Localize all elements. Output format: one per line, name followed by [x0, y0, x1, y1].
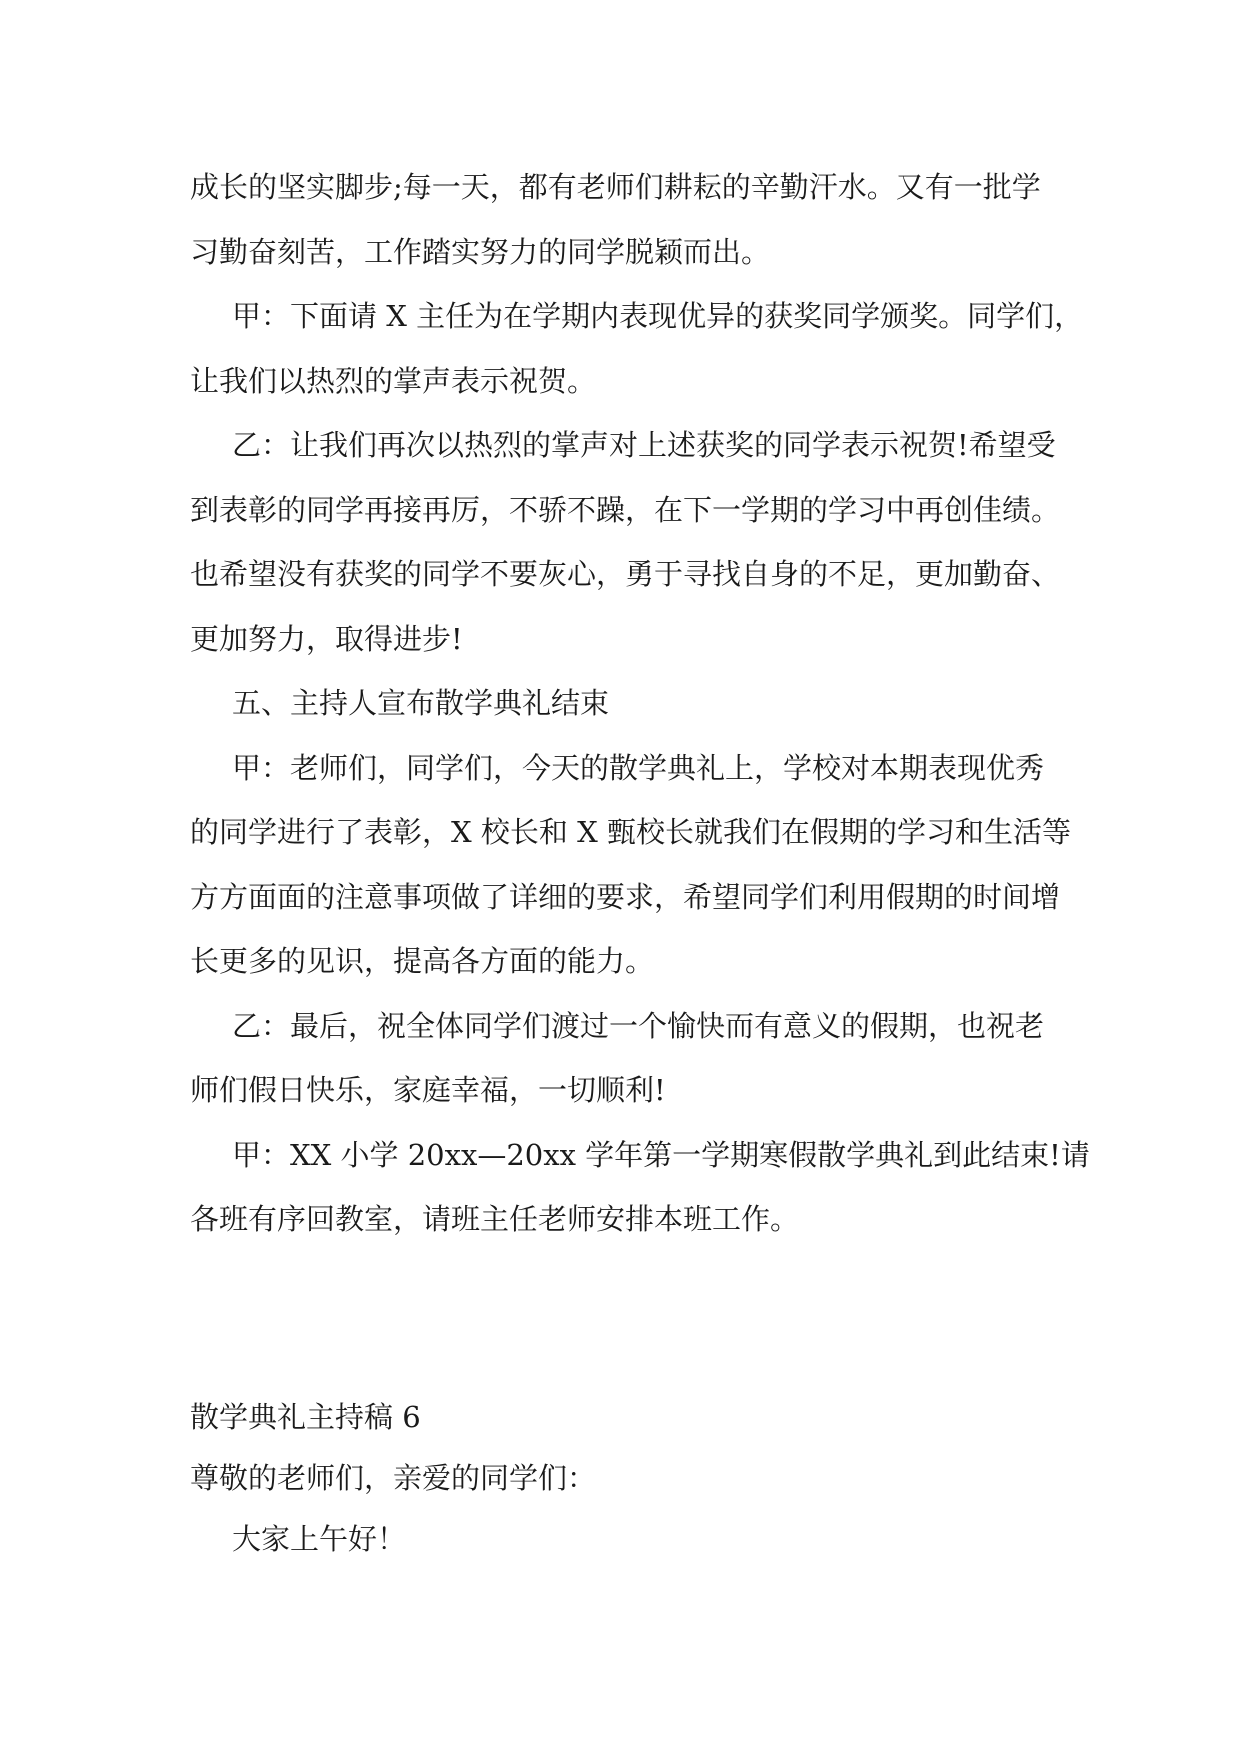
- paragraph-line: 的同学进行了表彰，X 校长和 X 甄校长就我们在假期的学习和生活等: [190, 815, 1071, 849]
- greeting: 大家上午好！: [232, 1521, 407, 1556]
- paragraph-line: 各班有序回教室，请班主任老师安排本班工作。: [190, 1202, 800, 1236]
- paragraph-line: 甲：老师们，同学们，今天的散学典礼上，学校对本期表现优秀: [232, 750, 1045, 785]
- spacer: [190, 1252, 1070, 1387]
- paragraph-line: 甲：下面请 X 主任为在学期内表现优异的获奖同学颁奖。同学们，: [232, 299, 1084, 333]
- paragraph-line: 长更多的见识，提高各方面的能力。: [190, 944, 655, 978]
- paragraph-line: 让我们以热烈的掌声表示祝贺。: [190, 363, 597, 398]
- paragraph-line: 习勤奋刻苦，工作踏实努力的同学脱颖而出。: [190, 234, 771, 269]
- document-title: 散学典礼主持稿 6: [190, 1399, 421, 1434]
- section-heading: 五、主持人宣布散学典礼结束: [232, 686, 610, 720]
- paragraph-line: 更加努力，取得进步!: [190, 621, 463, 656]
- paragraph-line: 也希望没有获奖的同学不要灰心，勇于寻找自身的不足，更加勤奋、: [190, 557, 1061, 591]
- paragraph-line: 乙：最后，祝全体同学们渡过一个愉快而有意义的假期，也祝老: [232, 1008, 1045, 1043]
- paragraph-line: 甲：XX 小学 20xx—20xx 学年第一学期寒假散学典礼到此结束!请: [232, 1137, 1090, 1172]
- paragraph-line: 乙：让我们再次以热烈的掌声对上述获奖的同学表示祝贺!希望受: [232, 428, 1056, 462]
- salutation: 尊敬的老师们，亲爱的同学们：: [190, 1460, 597, 1495]
- paragraph-line: 师们假日快乐，家庭幸福，一切顺利!: [190, 1073, 666, 1107]
- paragraph-line: 方方面面的注意事项做了详细的要求，希望同学们利用假期的时间增: [190, 879, 1061, 914]
- paragraph-line: 到表彰的同学再接再厉，不骄不躁，在下一学期的学习中再创佳绩。: [190, 492, 1061, 527]
- paragraph-line: 成长的坚实脚步;每一天，都有老师们耕耘的辛勤汗水。又有一批学: [190, 170, 1041, 204]
- document-body: [190, 155, 1090, 1570]
